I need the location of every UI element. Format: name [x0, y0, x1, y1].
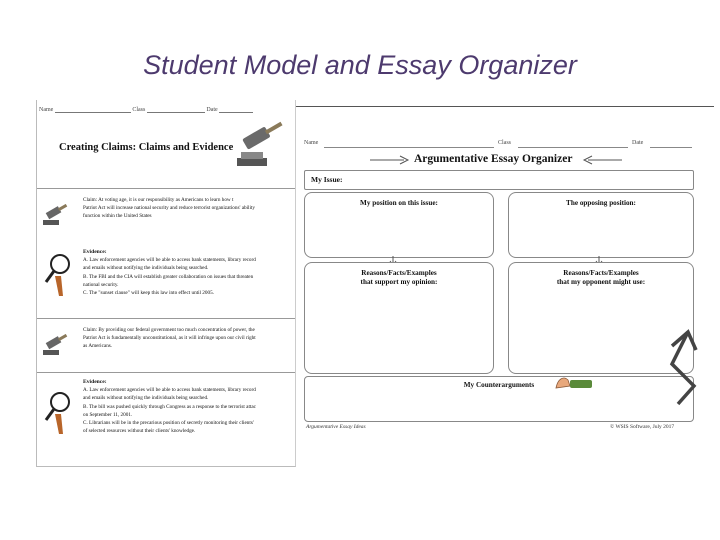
- organizer-title: Argumentative Essay Organizer: [414, 153, 573, 165]
- my-issue-box: [304, 170, 694, 190]
- magnifier-icon: [43, 390, 73, 436]
- opposing-position-box: [508, 192, 694, 258]
- evidence-1: Evidence: A. Law enforcement agencies will be able to access bank statements, library record and emails without notifying the individuals being searched. B. The FBI and the CIA will establish greater collaboration on issues that threaten national security. C. The "sunset clause" will keep this law into effect until 2005.: [83, 249, 256, 297]
- zigzag-arrow-icon: [668, 328, 708, 406]
- claim-2: Claim: By providing our federal government too much concentration of power, the Patriot Act is fundamentally unconstitutional, as it will infringe upon our civil right as Americans.: [83, 327, 256, 350]
- arrow-right-icon: [370, 155, 410, 165]
- hand-icon: [554, 374, 594, 392]
- gavel-icon: [43, 204, 69, 226]
- evidence-2: Evidence: A. Law enforcement agencies will be able to access bank statements, library record and emails without notifying the individuals being searched. B. The bill was pushed quickly through Congress as a response to the terrorist attac on September 11, 2001. C. Librarians will be in the precarious position of secretly monitoring their clients' of selected resources without their clients' knowledge.: [83, 379, 256, 435]
- class-label: Class: [132, 107, 146, 113]
- supporting-reasons-label: Reasons/Facts/Examples that support my opinion:: [360, 269, 438, 286]
- name-label: Name: [304, 140, 319, 146]
- slide-title: Student Model and Essay Organizer: [143, 50, 577, 80]
- arrow-left-icon: [582, 155, 622, 165]
- supporting-reasons-box: [304, 262, 494, 374]
- gavel-icon: [43, 334, 69, 356]
- opposing-reasons-label: Reasons/Facts/Examples that my opponent might use:: [556, 269, 646, 286]
- date-label: Date: [632, 140, 644, 146]
- date-label: Date: [206, 107, 218, 113]
- my-issue-label: My Issue:: [311, 175, 343, 184]
- worksheet-header: [39, 106, 253, 113]
- opposing-reasons-box: [508, 262, 694, 374]
- header-rule: [284, 106, 714, 107]
- worksheet-title: Creating Claims: Claims and Evidence: [59, 142, 234, 153]
- my-position-label: My position on this issue:: [360, 199, 438, 207]
- claims-evidence-worksheet: [36, 100, 296, 467]
- counterarguments-box: [304, 376, 694, 422]
- name-label: Name: [39, 107, 54, 113]
- divider: [37, 372, 295, 373]
- claim-1: Claim: At voting age, it is our responsibility as Americans to learn how t Patriot Act will increase national security and reduce terrorist organizations' ability function within the United States: [83, 197, 255, 220]
- magnifier-icon: [43, 252, 73, 298]
- footer-left: Argumentative Essay Ideas: [306, 424, 366, 430]
- argumentative-essay-organizer: [298, 128, 718, 440]
- footer-right: © WSIS Software, July 2017: [610, 424, 675, 430]
- counterarguments-label: My Counterarguments: [463, 381, 535, 389]
- opposing-position-label: The opposing position:: [566, 199, 636, 207]
- divider: [37, 318, 295, 319]
- divider: [37, 188, 295, 189]
- gavel-icon: [235, 120, 287, 168]
- my-position-box: [304, 192, 494, 258]
- class-label: Class: [498, 140, 512, 146]
